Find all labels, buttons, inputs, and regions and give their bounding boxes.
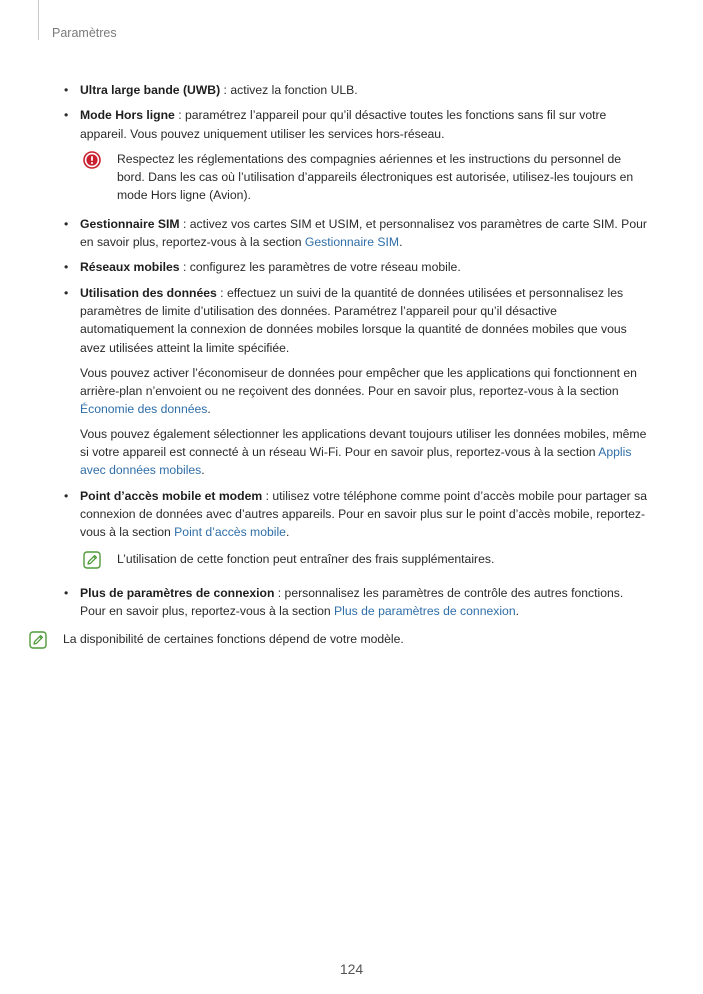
- page-content: [64, 81, 652, 652]
- desc-mobile-networks: : configurez les paramètres de votre réseau mobile.: [179, 260, 461, 275]
- term-flight-mode: Mode Hors ligne: [80, 108, 175, 123]
- desc-sim-manager: : activez vos cartes SIM et USIM, et personnalisez vos paramètres de carte SIM. Pour en savoir plus, reportez-vous à la section: [80, 216, 647, 250]
- link-data-saver[interactable]: Économie des données: [80, 402, 208, 417]
- header-rule: [38, 0, 39, 40]
- link-more-connection[interactable]: Plus de paramètres de connexion: [334, 603, 516, 618]
- general-note: [37, 630, 652, 652]
- data-usage-para1-end: .: [207, 402, 211, 417]
- desc-hotspot: : utilisez votre téléphone comme point d’accès mobile pour partager sa connexion de données avec d’autres appareils. Pour en savoir plus sur le point d’accès mobile, reportez-vous à la section: [80, 488, 647, 540]
- term-sim-manager: Gestionnaire SIM: [80, 216, 180, 231]
- end-more-connection: .: [515, 603, 520, 618]
- note-pencil-icon: [83, 551, 101, 569]
- bullet-dot: •: [64, 108, 69, 123]
- desc-flight-mode: : paramétrez l’appareil pour qu’il désactive toutes les fonctions sans fil sur votre appareil. Vous pouvez uniquement utiliser les services hors-réseau.: [80, 108, 607, 141]
- bullet-dot: •: [64, 83, 69, 97]
- data-usage-para2-end: .: [201, 463, 205, 478]
- bullet-more-connection: [64, 584, 652, 621]
- term-hotspot: Point d’accès mobile et modem: [80, 488, 263, 503]
- link-sim-manager[interactable]: Gestionnaire SIM: [304, 235, 400, 250]
- data-usage-para1-text: Vous pouvez activer l’économiseur de données pour empêcher que les applications qui fonctionnent en arrière-plan n’envoient ou ne reçoivent des données. Pour en savoir plus, reportez-vous à la section: [80, 365, 637, 399]
- end-sim-manager: .: [399, 235, 403, 250]
- bullet-uwb: [64, 81, 652, 99]
- data-usage-paragraph-2: [64, 425, 652, 480]
- data-usage-para2-text: Vous pouvez également sélectionner les applications devant toujours utiliser les données mobiles, même si votre appareil est connecté à un réseau Wi-Fi. Pour en savoir plus, reportez-vous à la section: [80, 426, 647, 460]
- header-title: Paramètres: [52, 26, 117, 40]
- bullet-mobile-networks: [64, 258, 652, 276]
- bullet-data-usage: [64, 284, 652, 357]
- note-pencil-icon: [29, 631, 47, 649]
- desc-data-usage: : effectuez un suivi de la quantité de données utilisées et personnalisez les paramètres de limite d’utilisation des données. Paramétrez l’appareil pour qu’il désactive automatiquement la connexion de données mobiles lorsque la quantité de données mobiles que vous avez utilisées atteint la limite spécifiée.: [80, 285, 627, 355]
- term-more-connection: Plus de paramètres de connexion: [80, 585, 275, 600]
- bullet-flight-mode: [64, 106, 652, 143]
- term-uwb: Ultra large bande (UWB): [80, 83, 221, 97]
- general-note-text: La disponibilité de certaines fonctions dépend de votre modèle.: [63, 632, 404, 647]
- desc-uwb: : activez la fonction ULB.: [220, 83, 358, 97]
- warning-note-flight: [64, 150, 652, 205]
- info-text-hotspot: L’utilisation de cette fonction peut entraîner des frais supplémentaires.: [117, 551, 495, 566]
- bullet-dot: •: [64, 585, 69, 600]
- end-hotspot: .: [285, 525, 290, 540]
- page-number: 124: [339, 961, 364, 977]
- bullet-dot: •: [64, 285, 69, 300]
- info-note-hotspot: [64, 550, 652, 572]
- bullet-dot: •: [64, 488, 69, 503]
- bullet-sim-manager: [64, 215, 652, 252]
- data-usage-paragraph-1: [64, 364, 652, 419]
- term-mobile-networks: Réseaux mobiles: [80, 260, 180, 275]
- link-hotspot[interactable]: Point d’accès mobile: [174, 525, 286, 540]
- bullet-hotspot: [64, 487, 652, 542]
- link-mobile-data-apps[interactable]: Applis avec données mobiles: [80, 445, 632, 478]
- term-data-usage: Utilisation des données: [80, 285, 217, 300]
- bullet-dot: •: [64, 260, 69, 275]
- warning-icon: [83, 151, 101, 169]
- warning-text-flight: Respectez les réglementations des compagnies aériennes et les instructions du personnel de bord. Dans les cas où l’utilisation d’appareils électroniques est autorisée, utilisez-les toujours en mode Hors ligne (Avion).: [117, 151, 634, 203]
- bullet-dot: •: [64, 216, 69, 231]
- desc-more-connection: : personnalisez les paramètres de contrôle des autres fonctions. Pour en savoir plus, reportez-vous à la section: [80, 585, 624, 618]
